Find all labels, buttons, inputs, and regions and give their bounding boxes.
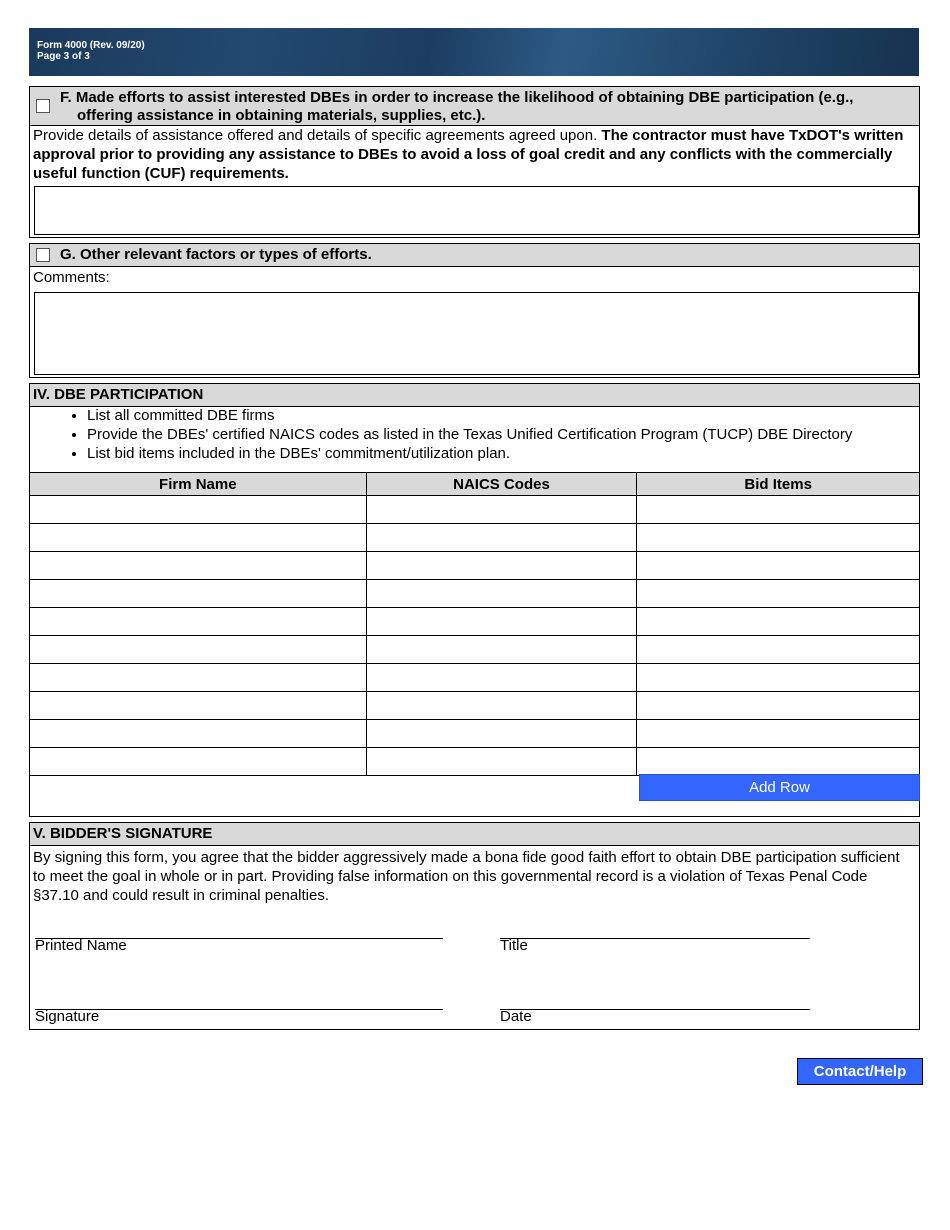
firm-name-input[interactable] [30,748,367,776]
section-iv-title: IV. DBE PARTICIPATION [33,386,204,403]
naics-codes-input[interactable] [366,496,637,524]
bid-items-input[interactable] [637,664,920,692]
table-row [30,636,920,664]
table-row [30,552,920,580]
naics-codes-input[interactable] [366,580,637,608]
section-f-description-plain: Provide details of assistance offered and details of specific agreements agreed upon. [33,127,602,144]
section-f-description-bold: The contractor must have TxDOT's written approval prior to providing any assistance to DBEs to avoid a loss of goal credit and any conflicts with the commercially useful function (CUF) requirements. [33,127,904,182]
add-row-button[interactable]: Add Row [639,774,920,801]
section-f [29,86,920,238]
naics-codes-input[interactable] [366,692,637,720]
date-field[interactable] [500,1009,810,1010]
comments-field[interactable] [34,292,919,375]
firm-name-input[interactable] [30,580,367,608]
title-label: Title [500,937,528,954]
dbe-participation-table [29,472,920,776]
bid-items-input[interactable] [637,496,920,524]
table-row [30,664,920,692]
naics-codes-input[interactable] [366,552,637,580]
section-f-title: F. Made efforts to assist interested DBEs in order to increase the likelihood of obtaining DBE participation (e.g., [60,89,854,106]
form-number: Form 4000 (Rev. 09/20) [37,40,145,51]
section-v [29,822,920,1030]
section-f-checkbox[interactable] [36,99,50,113]
page-number: Page 3 of 3 [37,51,90,62]
bid-items-input[interactable] [637,636,920,664]
section-g-header [30,244,919,267]
firm-name-input[interactable] [30,496,367,524]
firm-name-input[interactable] [30,720,367,748]
comments-label: Comments: [33,269,110,286]
contact-help-button[interactable]: Contact/Help [797,1058,923,1085]
naics-codes-input[interactable] [366,636,637,664]
firm-name-input[interactable] [30,692,367,720]
column-header-bid-items: Bid Items [637,473,920,496]
section-f-header [30,87,919,126]
bid-items-input[interactable] [637,748,920,776]
instruction-item: • List all committed DBE firms [87,406,852,425]
signature-statement: By signing this form, you agree that the bidder aggressively made a bona fide good faith effort to obtain DBE participation sufficient to meet the goal in whole or in part. Providing false information on this governmental record is a violation of Texas Penal Code §37.10 and could result in criminal penalties. [33,849,900,904]
title-field[interactable] [500,938,810,939]
naics-codes-input[interactable] [366,524,637,552]
bid-items-input[interactable] [637,720,920,748]
firm-name-input[interactable] [30,552,367,580]
printed-name-label: Printed Name [35,937,127,954]
firm-name-input[interactable] [30,664,367,692]
table-row [30,496,920,524]
firm-name-input[interactable] [30,636,367,664]
section-g-title: G. Other relevant factors or types of efforts. [60,246,372,263]
table-header-row [30,473,920,496]
bid-items-input[interactable] [637,580,920,608]
bid-items-input[interactable] [637,608,920,636]
instruction-item: • List bid items included in the DBEs' commitment/utilization plan. [87,444,852,463]
bid-items-input[interactable] [637,692,920,720]
section-g [29,243,920,378]
instruction-item: • Provide the DBEs' certified NAICS codes as listed in the Texas Unified Certification Program (TUCP) DBE Directory [87,425,852,444]
naics-codes-input[interactable] [366,608,637,636]
table-row [30,692,920,720]
bid-items-input[interactable] [637,524,920,552]
naics-codes-input[interactable] [366,664,637,692]
naics-codes-input[interactable] [366,748,637,776]
date-label: Date [500,1008,532,1025]
section-f-details-field[interactable] [34,186,919,235]
bid-items-input[interactable] [637,552,920,580]
section-iv [29,383,920,817]
table-row [30,608,920,636]
table-row [30,748,920,776]
naics-codes-input[interactable] [366,720,637,748]
section-f-description [33,126,913,183]
section-iv-header [30,384,919,407]
section-v-header [30,823,919,846]
table-row [30,580,920,608]
column-header-firm-name: Firm Name [30,473,367,496]
section-f-title-cont: offering assistance in obtaining materials, supplies, etc.). [77,107,486,124]
firm-name-input[interactable] [30,608,367,636]
instructions-list [30,406,852,463]
form-header-banner [29,28,919,76]
table-row [30,524,920,552]
section-g-checkbox[interactable] [36,248,50,262]
section-v-title: V. BIDDER'S SIGNATURE [33,825,213,842]
column-header-naics-codes: NAICS Codes [366,473,637,496]
table-row [30,720,920,748]
signature-label: Signature [35,1008,100,1025]
firm-name-input[interactable] [30,524,367,552]
